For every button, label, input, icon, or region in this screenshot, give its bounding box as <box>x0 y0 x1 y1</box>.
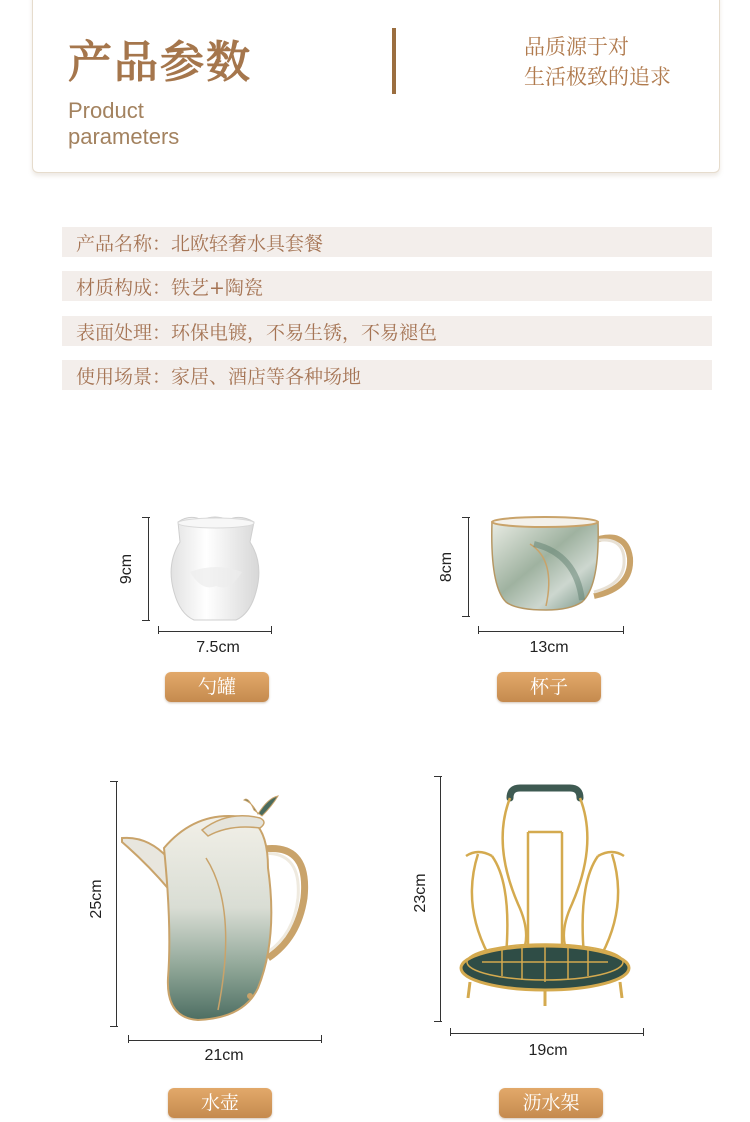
slogan <box>524 32 714 92</box>
slogan-line-1: 品质源于对 <box>524 35 629 59</box>
width-dimension-line <box>158 631 272 632</box>
dimension-tick <box>434 1021 442 1022</box>
page-subtitle <box>68 98 268 150</box>
spoon-jar-image <box>160 512 270 624</box>
drying-rack-image <box>452 784 642 1014</box>
param-key: 产品名称： <box>76 232 172 255</box>
height-dimension-line <box>468 517 469 617</box>
param-key: 使用场景： <box>76 365 172 388</box>
param-key: 表面处理： <box>76 321 172 344</box>
dimension-tick <box>128 1035 129 1043</box>
dimension-tick <box>110 1026 118 1027</box>
param-value: 家居、酒店等各种场地 <box>171 365 362 388</box>
dimension-tick <box>142 620 150 621</box>
height-label: 23cm <box>412 873 429 913</box>
height-label: 8cm <box>438 551 455 583</box>
dimension-tick <box>142 517 150 518</box>
slogan-line-2: 生活极致的追求 <box>524 65 671 89</box>
height-label: 9cm <box>118 553 135 585</box>
header-divider <box>392 28 396 94</box>
width-label: 7.5cm <box>196 639 240 656</box>
param-row-material <box>62 271 712 301</box>
param-value: 环保电镀，不易生锈，不易褪色 <box>171 321 438 344</box>
param-row-surface <box>62 316 712 346</box>
dimension-tick <box>462 517 470 518</box>
param-key: 材质构成： <box>76 276 172 299</box>
product-name-badge: 杯子 <box>497 672 601 702</box>
dimension-tick <box>478 626 479 634</box>
height-dimension-line <box>116 781 117 1027</box>
product-name-badge: 勺罐 <box>165 672 269 702</box>
dimension-tick <box>158 626 159 634</box>
width-label: 21cm <box>204 1047 244 1064</box>
dimension-tick <box>623 626 624 634</box>
dimension-tick <box>271 626 272 634</box>
dimension-tick <box>450 1028 451 1036</box>
dimension-tick <box>462 616 470 617</box>
param-value: 北欧轻奢水具套餐 <box>171 232 324 255</box>
param-row-name <box>62 227 712 257</box>
dimension-tick <box>321 1035 322 1043</box>
param-row-usage <box>62 360 712 390</box>
dimension-tick <box>643 1028 644 1036</box>
dimension-tick <box>110 781 118 782</box>
width-dimension-line <box>478 631 624 632</box>
subtitle-line-2: parameters <box>68 124 180 149</box>
kettle-image <box>118 788 318 1028</box>
width-label: 13cm <box>529 639 569 656</box>
dimension-tick <box>434 776 442 777</box>
width-dimension-line <box>450 1033 644 1034</box>
cup-image <box>486 514 636 614</box>
product-name-badge: 沥水架 <box>499 1088 603 1118</box>
width-label: 19cm <box>528 1042 568 1059</box>
page-title: 产品参数 <box>68 37 252 88</box>
height-dimension-line <box>148 517 149 621</box>
subtitle-line-1: Product <box>68 98 144 123</box>
height-dimension-line <box>440 776 441 1022</box>
product-name-badge: 水壶 <box>168 1088 272 1118</box>
height-label: 25cm <box>88 879 105 919</box>
width-dimension-line <box>128 1040 322 1041</box>
param-value: 铁艺+陶瓷 <box>171 276 263 299</box>
